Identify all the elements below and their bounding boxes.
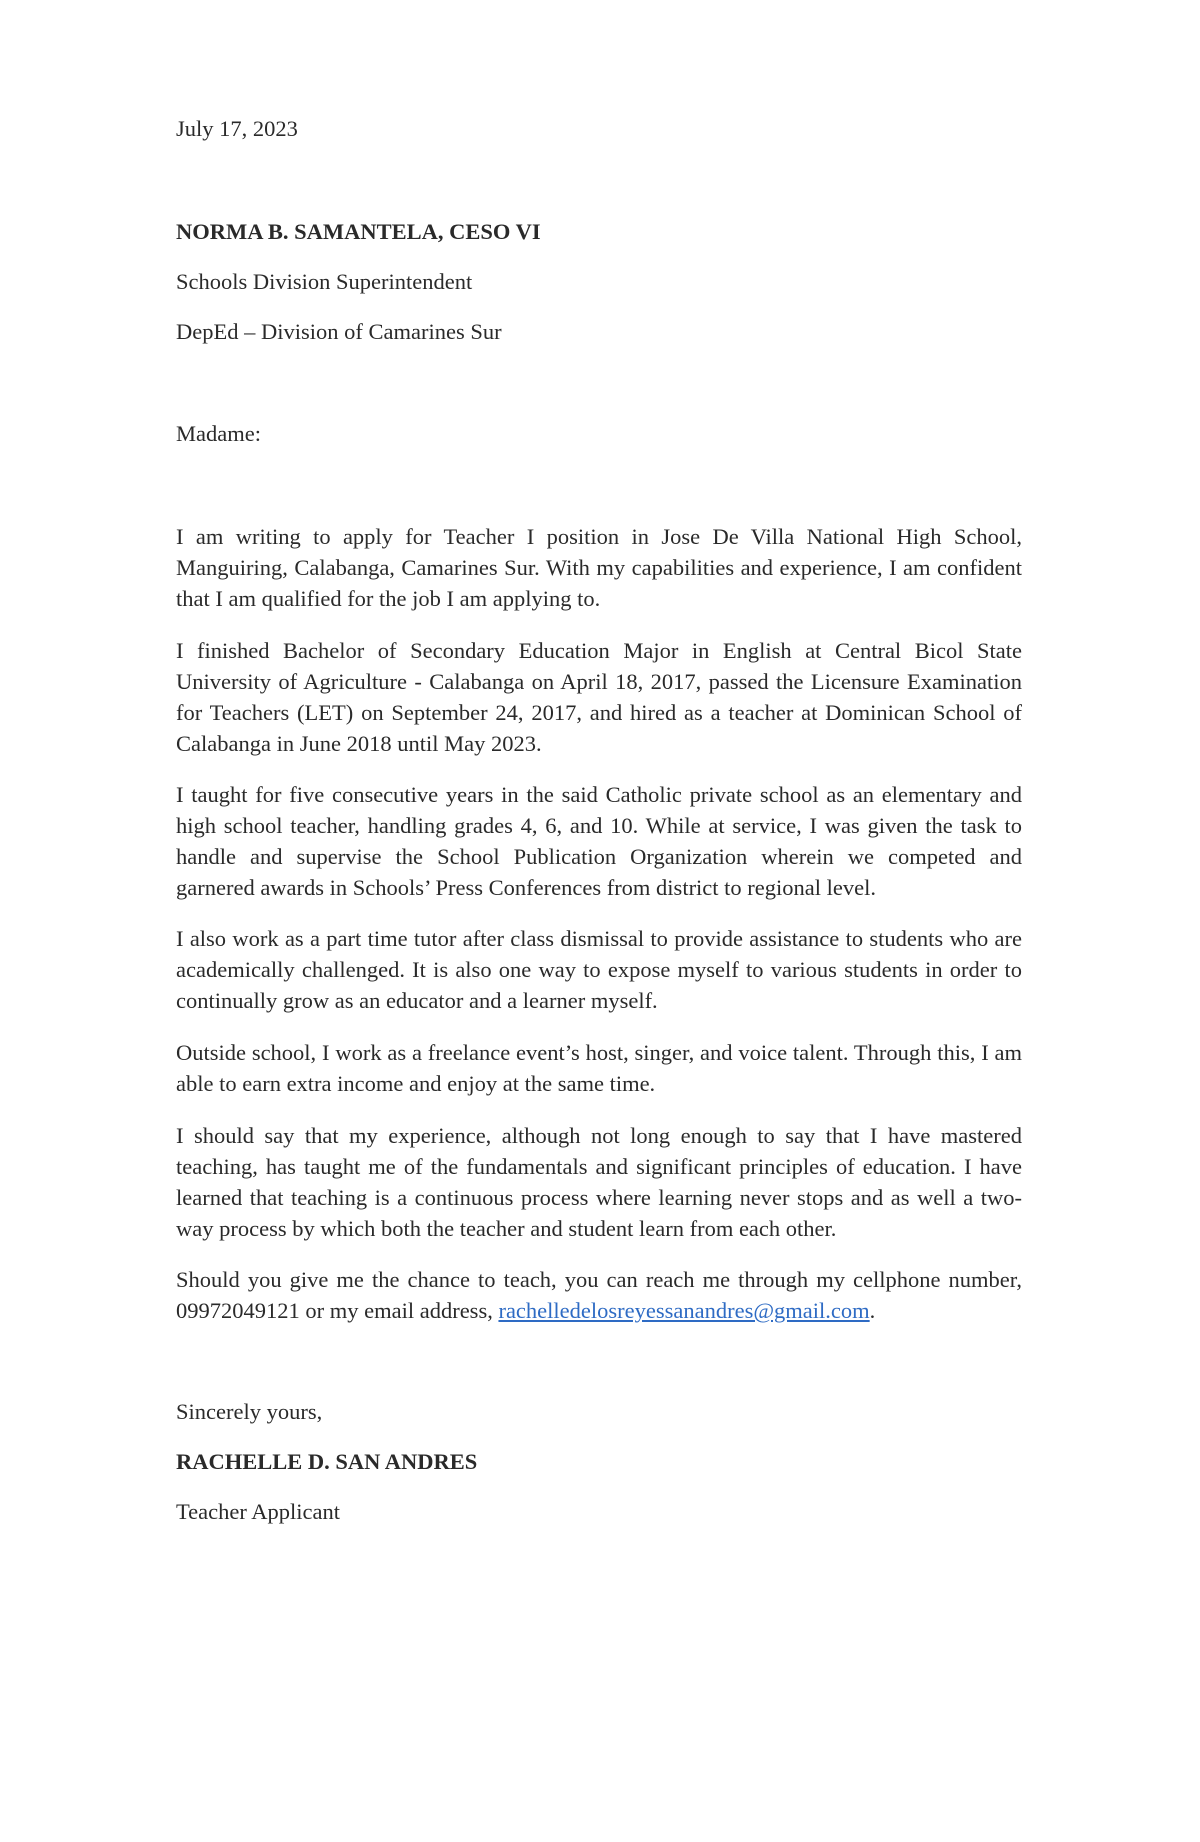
contact-text-end: . [869, 1298, 876, 1323]
recipient-name: NORMA B. SAMANTELA, CESO VI [176, 219, 541, 244]
body-paragraph-2: I finished Bachelor of Secondary Education Major in English at Central Bicol State University of Agriculture - Calabanga on April 18, 2017, passed the Licensure Examination for Teachers (LET) on September 24, 2017, and hired as a teacher at Dominican School of Calabanga in June 2018 until May 2023. [176, 638, 1022, 756]
salutation: Madame: [176, 421, 261, 446]
body-paragraph-1: I am writing to apply for Teacher I position in Jose De Villa National High School, Manguiring, Calabanga, Camarines Sur. With my capabilities and experience, I am confident that I am qualified for the job I am applying to. [176, 524, 1022, 611]
letter-date: July 17, 2023 [176, 116, 298, 141]
body-paragraph-4: I also work as a part time tutor after class dismissal to provide assistance to students who are academically challenged. It is also one way to expose myself to various students in order to continually grow as an educator and a learner myself. [176, 926, 1022, 1013]
recipient-title: Schools Division Superintendent [176, 269, 473, 294]
body-paragraph-3: I taught for five consecutive years in the said Catholic private school as an elementary and high school teacher, handling grades 4, 6, and 10. While at service, I was given the task to handle and supervise the School Publication Organization wherein we competed and garnered awards in Schools’ Press Conferences from district to regional level. [176, 782, 1022, 900]
contact-text: Should you give me the chance to teach, you can reach me through my cellphone number, 09972049121 or my email address, [176, 1267, 1022, 1323]
recipient-office: DepEd – Division of Camarines Sur [176, 319, 502, 344]
body-paragraph-6: I should say that my experience, although not long enough to say that I have mastered teaching, has taught me of the fundamentals and significant principles of education. I have learned that teaching is a continuous process where learning never stops and as well a two-way process by which both the teacher and student learn from each other. [176, 1123, 1022, 1241]
email-link[interactable]: rachelledelosreyessanandres@gmail.com [498, 1298, 870, 1323]
contact-paragraph [176, 1264, 1022, 1326]
closing: Sincerely yours, [176, 1399, 323, 1424]
signer-title: Teacher Applicant [176, 1499, 340, 1524]
signer-name: RACHELLE D. SAN ANDRES [176, 1449, 478, 1474]
body-paragraph-5: Outside school, I work as a freelance event’s host, singer, and voice talent. Through this, I am able to earn extra income and enjoy at the same time. [176, 1040, 1022, 1096]
